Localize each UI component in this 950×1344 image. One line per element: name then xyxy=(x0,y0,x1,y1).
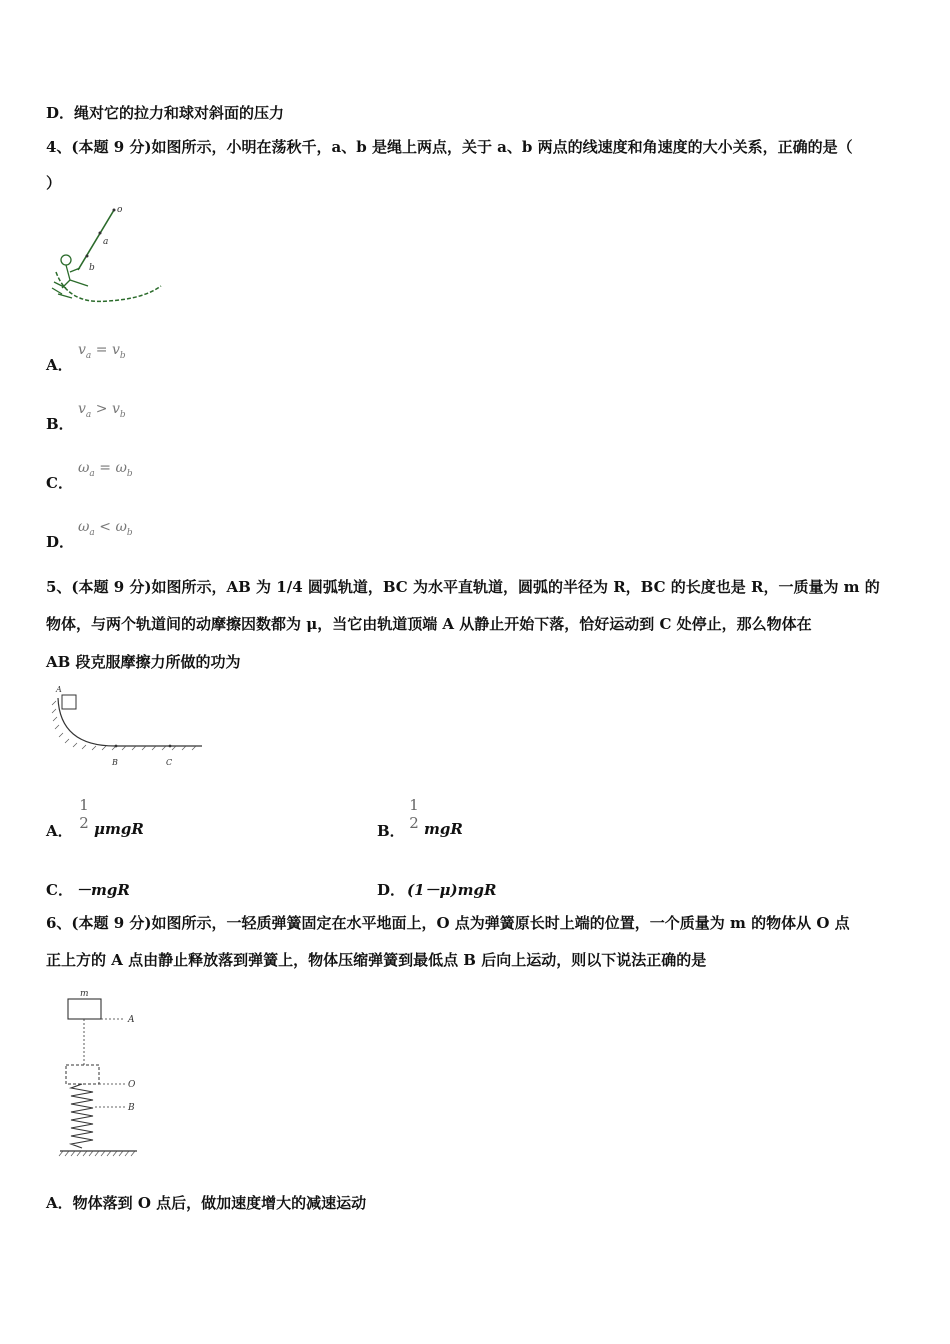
q5-option-c-label[interactable]: C． xyxy=(46,881,73,899)
q5-option-d-text: (1－μ)mgR xyxy=(407,881,497,899)
q6-figure-label-m: m xyxy=(80,989,89,999)
q4-figure-label-o: o xyxy=(117,205,123,215)
q5-figure-label-A: A xyxy=(56,685,62,694)
q4-swing-figure xyxy=(48,200,168,310)
q5-option-b-label[interactable]: B． xyxy=(377,822,405,840)
q6-spring-figure xyxy=(55,985,165,1160)
q6-figure-label-A: A xyxy=(128,1015,135,1025)
q6-option-a[interactable]: A．物体落到 O 点后，做加速度增大的减速运动 xyxy=(46,1194,367,1212)
q4-option-d-label[interactable]: D． xyxy=(46,533,75,551)
q5-option-a-fraction: 1 2 xyxy=(79,796,89,832)
q5-option-b-fraction: 1 2 xyxy=(409,796,419,832)
q5-option-d-label[interactable]: D． xyxy=(377,881,406,899)
q5-stem-line1: 5、(本题 9 分)如图所示，AB 为 1/4 圆弧轨道，BC 为水平直轨道，圆弧的半径为 R，BC 的长度也是 R，一质量为 m 的 xyxy=(46,578,880,596)
q5-stem-line3: AB 段克服摩擦力所做的功为 xyxy=(46,653,241,671)
q5-track-figure xyxy=(50,683,210,773)
q5-figure-label-B: B xyxy=(112,758,118,767)
q5-option-a-label[interactable]: A． xyxy=(46,822,73,840)
q4-stem-line2: ） xyxy=(46,174,62,192)
q5-stem-line2: 物体，与两个轨道间的动摩擦因数都为 μ，当它由轨道顶端 A 从静止开始下落，恰好运动到 C 处停止，那么物体在 xyxy=(46,615,812,633)
q5-option-c-text: －mgR xyxy=(76,881,130,899)
q4-option-a-label[interactable]: A． xyxy=(46,356,73,374)
q4-figure-label-a: a xyxy=(103,237,109,247)
q6-figure-label-B: B xyxy=(128,1103,135,1113)
q3-option-d: D．绳对它的拉力和球对斜面的压力 xyxy=(46,104,285,122)
q4-option-b-formula: $v_a > v_b$ xyxy=(78,401,126,420)
q6-figure-label-O: O xyxy=(128,1080,136,1090)
q5-option-b-text: mgR xyxy=(424,820,463,838)
q4-figure-label-b: b xyxy=(89,263,95,273)
q4-option-a-formula: $v_a = v_b$ xyxy=(78,342,126,361)
q5-figure-label-C: C xyxy=(166,758,173,767)
q4-stem-line1: 4、(本题 9 分)如图所示，小明在荡秋千，a、b 是绳上两点，关于 a、b 两点的线速度和角速度的大小关系，正确的是（ xyxy=(46,138,853,156)
q4-option-d-formula: $\omega_a < \omega_b$ xyxy=(78,519,133,538)
q4-option-b-label[interactable]: B． xyxy=(46,415,74,433)
q4-option-c-label[interactable]: C． xyxy=(46,474,73,492)
q4-option-c-formula: $\omega_a = \omega_b$ xyxy=(78,460,133,479)
q6-stem-line1: 6、(本题 9 分)如图所示，一轻质弹簧固定在水平地面上，O 点为弹簧原长时上端的位置，一个质量为 m 的物体从 O 点 xyxy=(46,914,850,932)
q6-stem-line2: 正上方的 A 点由静止释放落到弹簧上，物体压缩弹簧到最低点 B 后向上运动，则以下说法正确的是 xyxy=(46,951,707,969)
q5-option-a-text: μmgR xyxy=(94,820,144,838)
